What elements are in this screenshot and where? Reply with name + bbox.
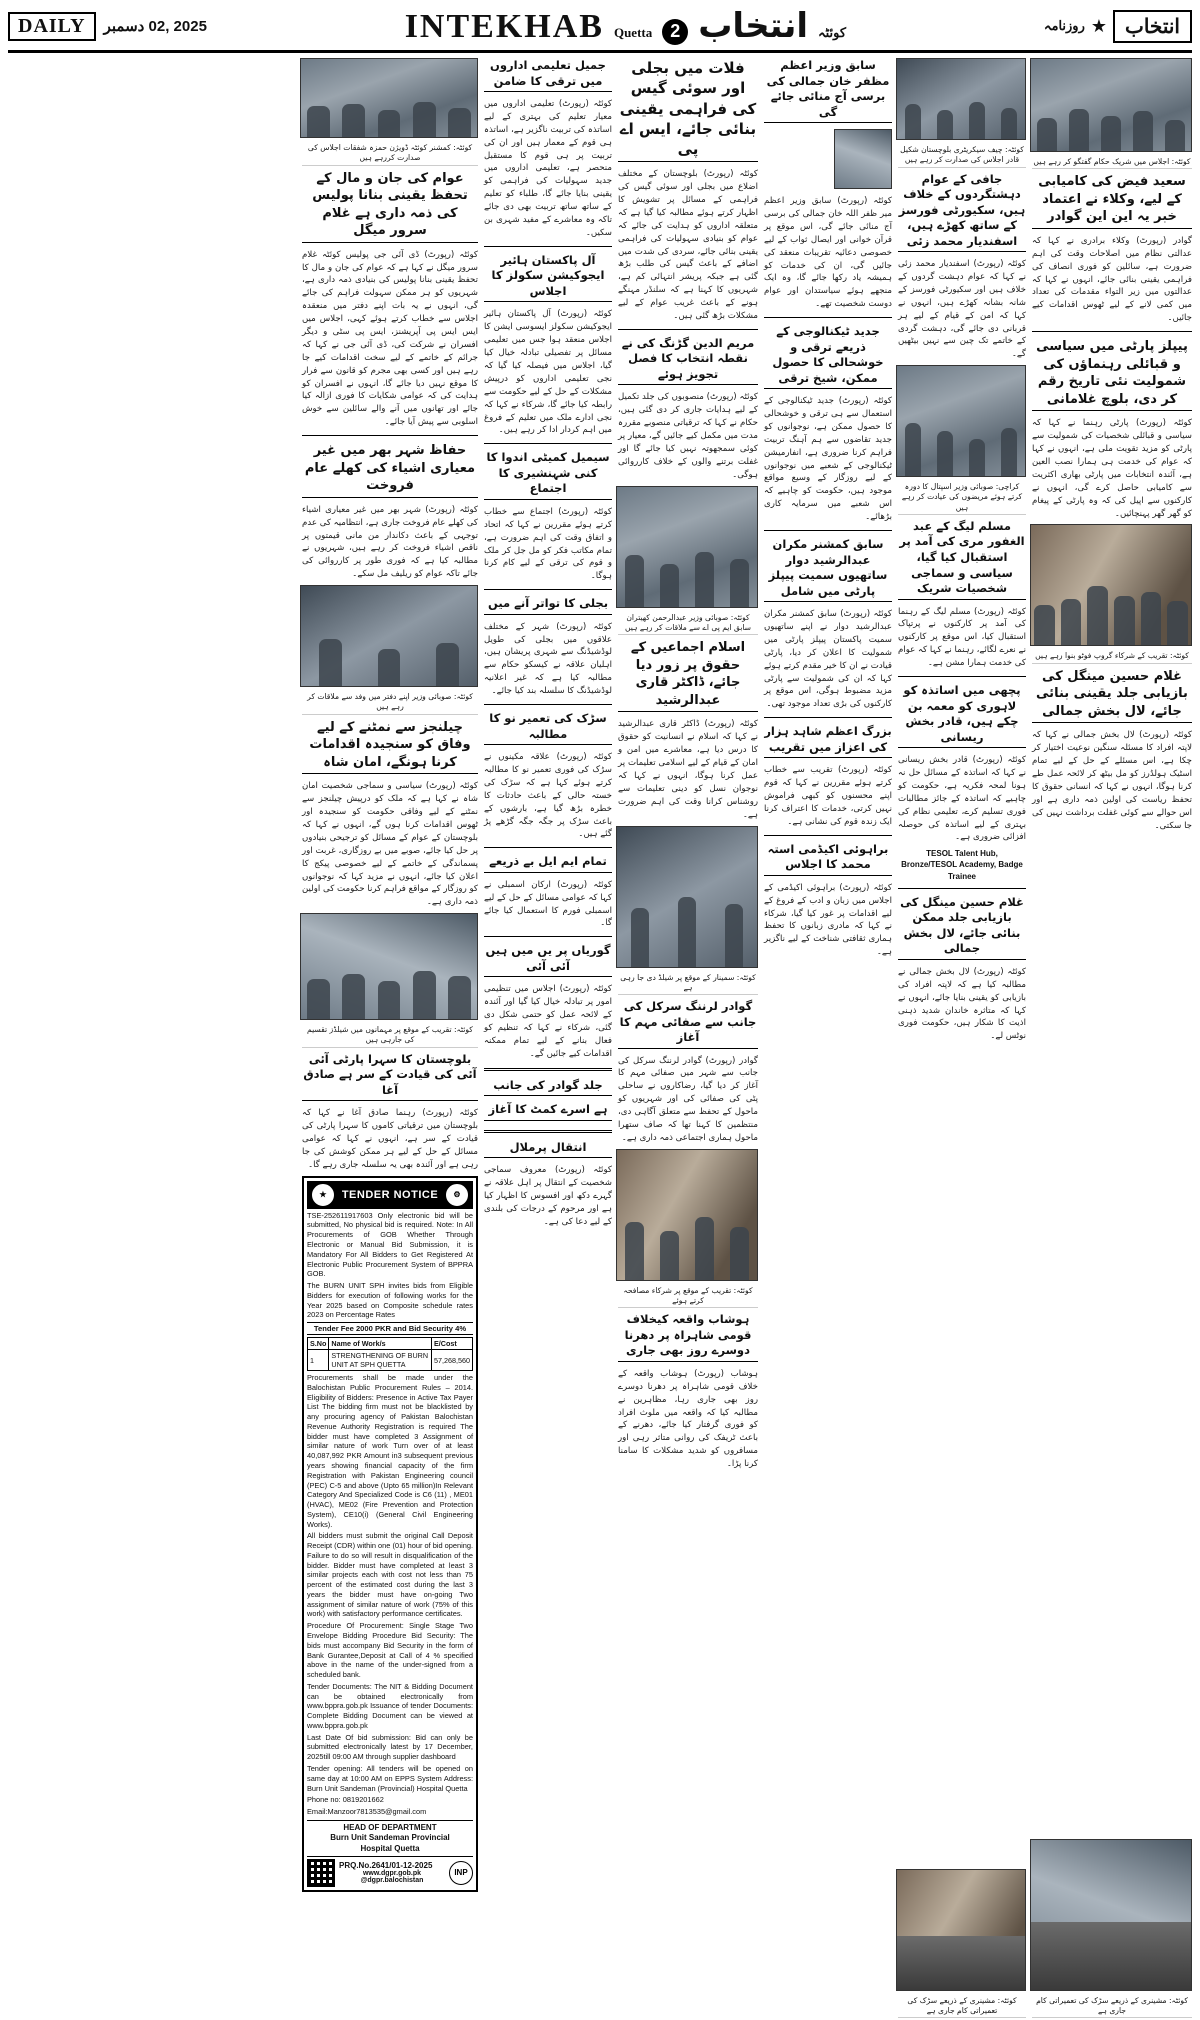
- photo-c3-2: [616, 826, 758, 968]
- tender-table: [307, 1337, 473, 1371]
- column-1: [302, 58, 478, 2018]
- issue-date: 2025 ,02 دسمبر: [103, 18, 207, 35]
- headline: ہے اسرے کمٹ کا آغاز: [484, 1102, 612, 1121]
- tender-para-5: Tender Documents: The NIT & Bidding Document can be obtained electronically from www.bppra.gob.pk Issuance of tender Documents: Complete Bidding Document can be viewed at www.bppra.gob.pk: [307, 1681, 473, 1730]
- headline: بجلی کا تواتر آنے میں: [484, 596, 612, 615]
- headline: چیلنجز سے نمٹنے کے لیے وفاق کو سنجیدہ اقدامات کرنا ہونگے، امان شاہ: [302, 719, 478, 775]
- article-body: کوئٹہ (رپورٹ) ڈی آئی جی پولیس کوئٹہ غلام سرور میگل نے کہا ہے کہ عوام کی جان و مال کا تحفظ یقینی بنانا پولیس کی بنیادی ذمہ داری ہے، شہریوں کو ہر ممکن سہولت فراہم کی جائے گی، انہوں نے یہ بات اپنے دفتر میں منعقدہ اجلاس سے خطاب کرتے ہوئے کہی، اجلاس میں ایس ایس پی آپریشنز، ایس پی سٹی و دیگر افسران نے شرکت کی، ڈی آئی جی نے کہا کہ جرائم کے خاتمے کے لیے سخت اقدامات کیے جا رہے ہیں اور کسی بھی مجرم کو قانون سے فرار کا موقع نہیں دیا جائے گا، انہوں نے افسران کو ہدایت کی کہ عوامی شکایات کا فوری ازالہ کیا جائے اور تھانوں میں آنے والے سائلین سے خوش اسلوبی سے پیش آیا جائے۔: [302, 249, 478, 428]
- tender-para-3: All bidders must submit the original Call Deposit Receipt (CDR) within one (01) hour of bid opening. Failure to do so will result in disqualification of the bidder. Bidder must have completed at least 3 similar projects each with cost not less than 75 percent of the estimated cost during the last 3 years the bidder must have on-going Two assignment of similar nature of work (75% of this work) with satisfactory performance certificates.: [307, 1531, 473, 1619]
- photo-caption: کوئٹہ: مشینری کے ذریعے سڑک کی تعمیراتی کام جاری ہے: [898, 1995, 1026, 2019]
- article-body: کوئٹہ (رپورٹ) اسفندیار محمد زئی نے کہا کہ عوام دہشت گردوں کے خلاف ہیں اور سکیورٹی فورسز کے شانہ بشانہ کھڑے ہیں، انہوں نے کہا کہ امن کے قیام کے لیے ہر قربانی دی جائے گی، دہشت گردی کے خاتمے تک چین سے نہیں بیٹھیں گے۔: [898, 259, 1026, 360]
- edition-city-urdu: کوئٹہ: [818, 25, 847, 40]
- tender-intro: TSE-252611917603 Only electronic bid will be submitted, No physical bid is required. Note: In All Procurements of GOB Whether Through Electronic or Manual Bid Submission, it is Mandatory For All Bidders to Get Registered At Electronic Public Procurement System of BPPRA GOB.: [307, 1210, 473, 1279]
- tender-notice: [302, 1176, 478, 1892]
- headline: جافی کے عوام دہشتگردوں کے خلاف ہیں، سکیورٹی فورسز کے ساتھ کھڑے ہیں، اسفندیار محمد زئی: [898, 172, 1026, 253]
- table-row: [308, 1350, 473, 1371]
- article-body: کوئٹہ (رپورٹ) لال بخش جمالی نے کہا کہ لاپتہ افراد کا مسئلہ سنگین نوعیت اختیار کر چکا ہے، اس مسئلے کے حل کے لیے تمام اسٹیک ہولڈرز کو مل بیٹھ کر لائحہ عمل طے کرنا ہوگا، انہوں نے کہا کہ انسانی حقوق کا تحفظ ریاست کی اولین ذمہ داری ہے اور اس حوالے سے کوئی غفلت برداشت نہیں کی جا سکتی۔: [1032, 730, 1192, 831]
- headline: گوادر لرننگ سرکل کی جانب سے صفائی مہم کا آغاز: [618, 999, 758, 1049]
- dept-line2: Burn Unit Sandeman Provincial: [330, 1833, 450, 1843]
- tender-para-7: Tender opening: All tenders will be opened on same day at 10:00 AM on EPPS System Address: Burn Unit Sandeman (Provincial) Hospital Quetta: [307, 1763, 473, 1793]
- article-body: کوئٹہ (رپورٹ) مسلم لیگ کے رہنما کی آمد پر کارکنوں نے پرتپاک استقبال کیا، اس موقع پر کارکنوں نے نعرے لگائے، رہنما نے کہا کہ عوام کی خدمت ہمارا مشن ہے۔: [898, 606, 1026, 669]
- photo-c1-1: [300, 58, 478, 138]
- article-body: کوئٹہ (رپورٹ) سیاسی و سماجی شخصیت امان شاہ نے کہا ہے کہ ملک کو درپیش چیلنجز سے نمٹنے کے لیے وفاقی حکومت کو سنجیدہ اور ٹھوس اقدامات کرنا ہوں گے، انہوں نے کہا کہ بلوچستان کے عوام کے مسائل کو ترجیحی بنیادوں پر حل کیا جائے، صوبے میں بے روزگاری، غربت اور پسماندگی کے خاتمے کے لیے خصوصی پیکج کا اعلان کیا جائے، انہوں نے مزید کہا کہ نوجوانوں کو روزگار کے مواقع فراہم کرنا حکومت کی اولین ذمہ داری ہے۔: [302, 781, 478, 908]
- dept-line3: Hospital Quetta: [360, 1843, 420, 1853]
- headline: بلوچستان کا سہرا پارٹی آئی آئی کی قیادت کے سر ہے صادق آغا: [302, 1052, 478, 1102]
- tender-para-4: Procedure Of Procurement: Single Stage Two Envelope Bidding Procedure Bid Security: The bids must accompany Bid Security in the form of Bank Gurantee,Deposit at Call of 4 % specified above in the name of the under-signed from a scheduled bank.: [307, 1621, 473, 1680]
- headline: حفاظ شہر بھر میں غیر معیاری اشیاء کی کھلے عام فروخت: [302, 442, 478, 498]
- article-body: کوئٹہ (رپورٹ) شہر کے مختلف علاقوں میں بجلی کی طویل لوڈشیڈنگ سے شہری پریشان ہیں، اہلیان علاقہ نے کیسکو حکام سے مطالبہ کیا ہے کہ غیر اعلانیہ لوڈشیڈنگ کا سلسلہ بند کیا جائے۔: [484, 621, 612, 697]
- photo-caption: کوئٹہ: صوبائی وزیر عبدالرحمن کھیتران سابق ایم پی اے سے ملاقات کر رہے ہیں: [618, 612, 758, 636]
- article-body: کوئٹہ (رپورٹ) جدید ٹیکنالوجی کے استعمال سے ہی ترقی و خوشحالی کا حصول ممکن ہے، نوجوانوں کو جدید تقاضوں سے ہم آہنگ تربیت فراہم کرنا ضروری ہے، انفارمیشن ٹیکنالوجی کے شعبے میں نوجوانوں کے لیے روزگار کے وسیع مواقع موجود ہیں، حکومت کو چاہیے کہ اس شعبے میں سرمایہ کاری بڑھائے۔: [764, 396, 892, 523]
- photo-c1-2: [300, 585, 478, 687]
- photo-c1-3: [300, 913, 478, 1020]
- article-body: کوئٹہ (رپورٹ) تعلیمی اداروں میں معیار تعلیم کی بہتری کے لیے اساتذہ کی تربیت ناگزیر ہے، اساتذہ ہی قوم کے معمار ہیں اور ان کی تربیت پر ہی قوم کا مستقبل منحصر ہے، تعلیمی اداروں میں جدید سہولیات کی فراہمی کو یقینی بنایا جائے گا، طلباء کو تعلیم کے ساتھ ساتھ تربیت بھی دی جائے تاکہ وہ معاشرے کے مفید شہری بن سکیں۔: [484, 99, 612, 238]
- column-8: [1032, 58, 1192, 2018]
- masthead: [8, 6, 1192, 53]
- page-number: 2: [662, 19, 688, 45]
- headline: اسلام اجماعیں کے حقوق پر زور دیا جائے، ڈاکٹر قاری عبدالرشید: [618, 639, 758, 712]
- edition-city: Quetta: [613, 25, 653, 40]
- article-body: کوئٹہ (رپورٹ) شہر بھر میں غیر معیاری اشیاء کی کھلے عام فروخت جاری ہے، انتظامیہ کی عدم توجہی کے باعث دکاندار من مانی قیمتوں پر ناقص اشیاء فروخت کر رہے ہیں، شہریوں نے مطالبہ کیا ہے کہ فوری طور پر کارروائی کی جائے تاکہ عوام کو ریلیف مل سکے۔: [302, 504, 478, 580]
- article-body: کوئٹہ (رپورٹ) منصوبوں کی جلد تکمیل کے لیے ہدایات جاری کر دی گئی ہیں، حکام نے کہا کہ ترقیاتی منصوبے مقررہ مدت میں مکمل کیے جائیں گے، معیار پر کوئی سمجھوتہ نہیں کیا جائے گا اور غفلت برتنے والوں کے خلاف کارروائی ہوگی۔: [618, 392, 758, 480]
- article-body: کوئٹہ (رپورٹ) براہوئی اکیڈمی کے اجلاس میں زبان و ادب کے فروغ کے لیے اقدامات پر غور کیا گیا، شرکاء نے کہا کہ مادری زبانوں کا تحفظ ہماری ثقافتی شناخت کے لیے ناگزیر ہے۔: [764, 882, 892, 958]
- photo-caption: کوئٹہ: مشینری کے ذریعے سڑک کی تعمیراتی کام جاری ہے: [1032, 1995, 1192, 2019]
- qr-code-icon: [307, 1859, 335, 1887]
- photo-c3-1: [616, 486, 758, 608]
- article-body: کوئٹہ (رپورٹ) بلوچستان کے مختلف اضلاع میں بجلی اور سوئی گیس کی فراہمی کے مسائل پر تشویش کا اظہار کرتے ہوئے مطالبہ کیا گیا ہے کہ متعلقہ اداروں کو ہدایت کی جائے کہ عوام کو بنیادی سہولیات کی فراہمی یقینی بنائی جائے، سردی کی شدت میں اضافے کے باعث گیس کی طلب بڑھ گئی ہے جبکہ پریشر انتہائی کم ہے، شہریوں کا کہنا ہے کہ سلنڈر مہنگے ہونے کے باعث غریب عوام کے لیے مشکلات بڑھ گئی ہیں۔: [618, 169, 758, 322]
- tender-para-1: The BURN UNIT SPH invites bids from Eligible Bidders for execution of following works for the Year 2025 based on Composite schedule rates 2023 on Percentage Rates: [307, 1281, 473, 1320]
- photo-caption: کوئٹہ: کمشنر کوئٹہ ڈویژن حمزہ شفقات اجلاس کی صدارت کررہے ہیں: [302, 142, 478, 166]
- tender-header: [307, 1181, 473, 1209]
- cell-cost: 57,268,560: [432, 1350, 473, 1371]
- cell-sno: 1: [308, 1350, 329, 1371]
- tender-fee: Tender Fee 2000 PKR and Bid Security 4%: [307, 1322, 473, 1335]
- cell-name: STRENGTHENING OF BURN UNIT AT SPH QUETTA: [329, 1350, 432, 1371]
- photo-c5-1: [896, 58, 1026, 140]
- headline: جمیل تعلیمی اداروں میں ترقی کا ضامن: [484, 58, 612, 92]
- tender-para-6: Last Date Of bid submission: Bid can only be submitted electronically latest by 17 December, 2025till 09:00 AM through supplier dashboard: [307, 1732, 473, 1762]
- headline: مسلم لیگ کے عبد الغفور مری کی آمد پر استقبال کیا گیا، سیاسی و سماجی شخصیات شریک: [898, 519, 1026, 600]
- article-body: کوئٹہ (رپورٹ) ڈاکٹر قاری عبدالرشید نے کہا کہ اسلام نے انسانیت کو حقوق کا درس دیا ہے، معاشرے میں امن و امان کے قیام کے لیے اسلامی تعلیمات پر عمل کرنا ہوگا، انہوں نے کہا کہ نوجوان نسل کو دینی تعلیمات سے روشناس کرانا وقت کی اہم ضرورت ہے۔: [618, 719, 758, 820]
- headline: پچھی میں اساتذہ کو لاہوری کو معمہ بن چکے ہیں، قادر بخش ریسانی: [898, 683, 1026, 748]
- article-body: کوئٹہ (رپورٹ) سابق کمشنر مکران عبدالرشید دوار نے اپنے ساتھیوں سمیت پاکستان پیپلز پارٹی میں شمولیت کا اعلان کر دیا، پارٹی قیادت نے ان کا خیر مقدم کرتے ہوئے کہا کہ ان کی شمولیت سے پارٹی مزید مضبوط ہوگی، اس موقع پر کارکنوں کی بڑی تعداد موجود تھی۔: [764, 609, 892, 710]
- photo-c8-1: [1030, 58, 1192, 152]
- headline: براہوئی اکیڈمی استہ محمد کا اجلاس: [764, 842, 892, 876]
- dgpr-handle: @dgpr.balochistan: [360, 1877, 424, 1885]
- headline: پیپلز پارٹی میں سیاسی و قبائلی رہنماؤں کی شمولیت نئی تاریخ رقم کر دی، بلوچ غلامانی: [1032, 338, 1192, 411]
- photo-caption: کوئٹہ: تقریب کے شرکاء گروپ فوٹو بنوا رہے ہیں: [1032, 650, 1192, 663]
- inp-logo-icon: INP: [449, 1861, 473, 1885]
- portrait-photo: [834, 129, 892, 189]
- govt-seal-icon: ★: [311, 1183, 335, 1207]
- masthead-center: [405, 6, 846, 46]
- headline: سیمیل کمیٹی اندوا کا کنی شہنشیری کا اجتماع: [484, 450, 612, 500]
- headline: سابق وزیر اعظم مظفر خان جمالی کی برسی آج منائی جائے گی: [764, 58, 892, 123]
- article-body: کوئٹہ (رپورٹ) اجلاس میں تنظیمی امور پر تبادلہ خیال کیا گیا اور آئندہ کے لائحہ عمل کو حتمی شکل دی گئی، شرکاء نے کہا کہ تنظیم کو فعال بنانے کے لیے تمام ممکنہ اقدامات کیے جائیں گے۔: [484, 984, 612, 1059]
- roznama-label: روزنامہ: [1043, 18, 1085, 33]
- th-cost: E/Cost: [432, 1338, 473, 1350]
- article-body: کوئٹہ (رپورٹ) رہنما صادق آغا نے کہا کہ بلوچستان میں ترقیاتی کاموں کا سہرا پارٹی کی قیادت کے سر ہے، انہوں نے کہا کہ عوامی مسائل کے حل کے لیے ہر ممکن کوشش کی جا رہی ہے اور آئندہ بھی یہ سلسلہ جاری رہے گا۔: [302, 1108, 478, 1170]
- photo-caption: کوئٹہ: تقریب کے موقع پر شرکاء مصافحہ کرتے ہوئے: [618, 1285, 758, 1309]
- article-body: کوئٹہ (رپورٹ) لال بخش جمالی نے مطالبہ کیا ہے کہ لاپتہ افراد کی بازیابی کو یقینی بنایا جائے، انہوں نے کہا کہ متاثرہ خاندان شدید ذہنی اذیت کا شکار ہیں، حکومت فوری نوٹس لے۔: [898, 966, 1026, 1042]
- lead-headline: فلات میں بجلی اور سوئی گیس کی فراہمی یقینی بنائی جائے، ایس اے پی: [618, 58, 758, 162]
- dgpr-web[interactable]: www.dgpr.gob.pk: [362, 1870, 422, 1878]
- page-columns: [8, 58, 1192, 2018]
- tender-prq-row: [307, 1856, 473, 1887]
- masthead-right: [1044, 10, 1192, 43]
- article-body: کوئٹہ (رپورٹ) تقریب سے خطاب کرتے ہوئے مقررین نے کہا کہ قوم اپنے محسنوں کو کبھی فراموش نہیں کرتی، خدمات کا اعتراف کرنا ایک زندہ قوم کی نشانی ہے۔: [764, 765, 892, 827]
- photo-c8-2: [1030, 524, 1192, 646]
- headline: غلام حسین مینگل کی بازیابی جلد یقینی بنائی جائے، لال بخش جمالی: [1032, 668, 1192, 724]
- column-5: [898, 58, 1026, 2018]
- photo-c8-3: [1030, 1839, 1192, 1991]
- article-body: کوئٹہ (رپورٹ) پارٹی رہنما نے کہا کہ سیاسی و قبائلی شخصیات کی شمولیت سے پارٹی کو مزید تقویت ملی ہے، انہوں نے کہا کہ عوام کی خدمت ہی ہمارا نصب العین ہے، آئندہ انتخابات میں پارٹی بھاری اکثریت سے کامیابی حاصل کرے گی، انہوں نے کارکنوں سے اپیل کی کہ وہ پارٹی کے پیغام کو گھر گھر پہنچائیں۔: [1032, 418, 1192, 519]
- article-body: گوادر (رپورٹ) وکلاء برادری نے کہا کہ عدالتی نظام میں اصلاحات وقت کی اہم ضرورت ہے، سائلین کو فوری انصاف کی فراہمی یقینی بنائی جائے، انہوں نے کہا کہ عدالتوں میں زیر التواء مقدمات کی تعداد میں کمی لانے کے لیے ٹھوس اقدامات کیے جائیں۔: [1032, 235, 1192, 324]
- headline: تمام ایم ایل بے ذریعے: [484, 854, 612, 873]
- tender-phone: Phone no: 0819201662: [307, 1795, 384, 1805]
- article-body: کوئٹہ (رپورٹ) آل پاکستان ہائیر ایجوکیشن سکولز ایسوسی ایشن کا اجلاس منعقد ہوا جس میں تعلیمی مسائل پر تفصیلی تبادلہ خیال کیا گیا، اجلاس میں فیصلہ کیا گیا کہ نجی تعلیمی اداروں کو درپیش مشکلات کے حل کے لیے حکومت سے رابطہ کیا جائے گا، شرکاء نے کہا کہ نجی ادارے ملک میں تعلیم کے فروغ میں اہم کردار ادا کر رہے ہیں۔: [484, 309, 612, 436]
- masthead-left: [8, 12, 207, 41]
- article-body: کوئٹہ (رپورٹ) علاقہ مکینوں نے سڑک کی فوری تعمیر نو کا مطالبہ کرتے ہوئے کہا ہے کہ سڑک کی خستہ حالی کے باعث حادثات کا خطرہ بڑھ گیا ہے، بارشوں کے باعث سڑک پر جگہ جگہ گڑھے پڑ گئے ہیں۔: [484, 752, 612, 840]
- headline: جلد گوادر کی جانب: [484, 1078, 612, 1097]
- article-body: کوئٹہ (رپورٹ) سابق وزیر اعظم میر ظفر اللہ خان جمالی کی برسی آج منائی جائے گی، اس موقع پر قرآن خوانی اور ایصال ثواب کے لیے خصوصی دعائیہ تقریبات منعقد کی جائیں گی، ان کی خدمات کو ہمیشہ یاد رکھا جائے گا، وہ ایک منجھے ہوئے سیاستدان اور عوام دوست شخصیت تھے۔: [764, 196, 892, 310]
- dept-title: HEAD OF DEPARTMENT: [343, 1822, 437, 1832]
- headline: جدید ٹیکنالوجی کے ذریعے ترقی و خوشحالی کا حصول ممکن، شیخ ترقی: [764, 324, 892, 389]
- th-sno: S.No: [308, 1338, 329, 1350]
- photo-caption: کوئٹہ: صوبائی وزیر اپنے دفتر میں وفد سے ملاقات کر رہے ہیں: [302, 691, 478, 715]
- photo-caption: کراچی: صوبائی وزیر اسپتال کا دورہ کرتے ہوئے مریضوں کی عیادت کر رہے ہیں: [898, 481, 1026, 515]
- tender-email: Email:Manzoor7813535@gmail.com: [307, 1807, 427, 1817]
- headline: گوریاں پر یں میں ہیں آئی آئی: [484, 943, 612, 977]
- headline: بزرگ اعظم شاہد ہزار کی اعزاز میں تقریب: [764, 724, 892, 758]
- headline: عوام کی جان و مال کے تحفظ یقینی بنانا پولیس کی ذمہ داری ہے غلام سرور میگل: [302, 170, 478, 243]
- article-body: کوئٹہ (رپورٹ) اجتماع سے خطاب کرتے ہوئے مقررین نے کہا کہ اتحاد و اتفاق وقت کی اہم ضرورت ہے، تمام مکاتب فکر کو مل جل کر ملک و قوم کی ترقی کے لیے کام کرنا ہوگا۔: [484, 506, 612, 582]
- article-body: گوادر (رپورٹ) گوادر لرننگ سرکل کی جانب سے شہر میں صفائی مہم کا آغاز کر دیا گیا، رضاکاروں نے ساحلی پٹی کی صفائی کی اور شہریوں کو ماحول کے تحفظ سے متعلق آگاہی دی، منتظمین کا کہنا تھا کہ صاف ستھرا ماحول ہماری اجتماعی ذمہ داری ہے۔: [618, 1055, 758, 1143]
- tender-title: TENDER NOTICE: [341, 1188, 439, 1201]
- department-logo-icon: ⚙: [445, 1183, 469, 1207]
- headline: سابق کمشنر مکران عبدالرشید دوار ساتھیوں سمیت پیپلز پارٹی میں شامل: [764, 537, 892, 602]
- paper-logo: انتخاب: [1113, 10, 1192, 43]
- tender-para-2: Procurements shall be made under the Balochistan Public Procurement Rules – 2014. Eligibility of Bidders: Presence in Active Tax Payer List The bidding firm must not be blacklisted by any procuring agency of Pakistan Balochistan Revenue Authority Registration is required The bidder must have completed 3 Assignment of similar nature of work Turn over of at least 40,087,992 PKR Amount in3 subsequent previous years showing financial capacity of the firm Registration with Pakistan Engineering council (PEC) C-5 and above (Upto 65 million)In Relevant Category And Specialized Code is C6 (11) , ME01 (HVAC), ME02 (Fire Prevention and Protection System), CE10(i) (General Civil Engineering Works).: [307, 1373, 473, 1529]
- headline: آل پاکستان ہائیر ایجوکیشن سکولز کا اجلاس: [484, 253, 612, 303]
- prq-number: PRQ.No.2641/01-12-2025: [339, 1861, 433, 1871]
- article-body: ہوشاب (رپورٹ) ہوشاب واقعہ کے خلاف قومی شاہراہ پر دھرنا دوسرے روز بھی جاری رہا، مظاہرین نے مطالبہ کیا کہ واقعہ میں ملوث افراد کو فوری گرفتار کیا جائے، دھرنے کے باعث ٹریفک کی روانی متاثر رہی اور مسافروں کو شدید مشکلات کا سامنا کرنا پڑا۔: [618, 1368, 758, 1470]
- daily-label: DAILY: [8, 12, 96, 41]
- article-body: کوئٹہ (رپورٹ) ارکان اسمبلی نے کہا کہ عوامی مسائل کے حل کے لیے اسمبلی فورم کا استعمال کیا جائے گا۔: [484, 879, 612, 929]
- photo-c3-3: [616, 1149, 758, 1281]
- column-2: [484, 58, 612, 2018]
- photo-c5-2: [896, 365, 1026, 477]
- paper-name-urdu: انتخاب: [698, 6, 808, 46]
- article-body: کوئٹہ (رپورٹ) قادر بخش ریسانی نے کہا کہ اساتذہ کے مسائل حل نہ ہونا لمحہ فکریہ ہے، حکومت کو چاہیے کہ اساتذہ کے جائز مطالبات فوری تسلیم کرے، تعلیمی نظام کی بہتری کے لیے اساتذہ کی حوصلہ افزائی ضروری ہے۔: [898, 755, 1026, 843]
- headline: غلام حسین مینگل کی بازیابی جلد ممکن بنائی جائے، لال بخش جمالی: [898, 895, 1026, 960]
- article-body: کوئٹہ (رپورٹ) معروف سماجی شخصیت کے انتقال پر اہل علاقہ نے گہرے دکھ اور افسوس کا اظہار کیا ہے اور مرحوم کے درجات کی بلندی کے لیے دعا کی ہے۔: [484, 1165, 612, 1227]
- photo-caption: کوئٹہ: اجلاس میں شریک حکام گفتگو کر رہے ہیں: [1032, 156, 1192, 169]
- star-icon: ★: [1090, 15, 1107, 36]
- column-4: [764, 58, 892, 2018]
- photo-c5-3: [896, 1869, 1026, 1991]
- photo-caption: کوئٹہ: سمینار کے موقع پر شیلڈ دی جا رہی ہے: [618, 972, 758, 996]
- headline: سڑک کی تعمیر نو کا مطالبہ: [484, 711, 612, 745]
- headline: مریم الدین گڑنگ کی نے نقطہ انتخاب کا فصل تجویز ہوئے: [618, 336, 758, 386]
- photo-caption: کوئٹہ: چیف سیکریٹری بلوچستان شکیل قادر اجلاس کی صدارت کر رہے ہیں: [898, 144, 1026, 168]
- headline: انتقال پرملال: [484, 1140, 612, 1159]
- english-fragment: TESOL Talent Hub, Bronze/TESOL Academy, Badge Trainee: [901, 849, 1023, 881]
- photo-caption: کوئٹہ: تقریب کے موقع پر مہمانوں میں شیلڈز تقسیم کی جارہی ہیں: [302, 1024, 478, 1048]
- headline: سعید فیض کی کامیابی کے لیے، وکلاء نے اعتماد خبر یہ این این گوادر: [1032, 173, 1192, 229]
- paper-name-english: INTEKHAB: [404, 8, 604, 45]
- tender-footer: [307, 1820, 473, 1854]
- th-name: Name of Work/s: [329, 1338, 432, 1350]
- column-3: [618, 58, 758, 2018]
- headline: ہوشاب واقعہ کیخلاف قومی شاہراہ پر دھرنا دوسرے روز بھی جاری: [618, 1312, 758, 1362]
